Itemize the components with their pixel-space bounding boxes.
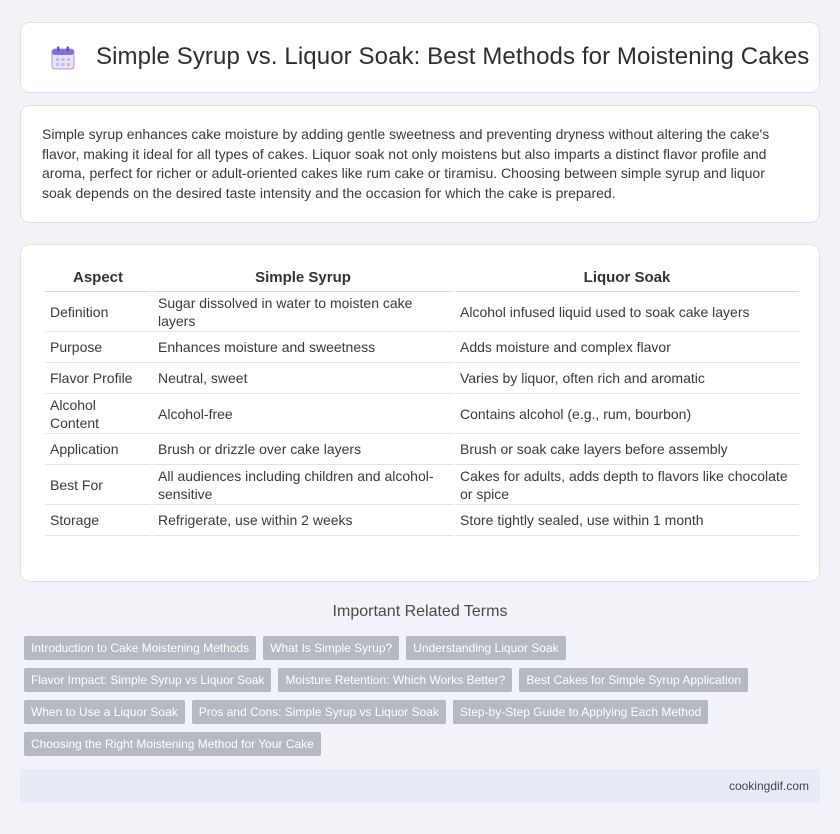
footer: [20, 769, 820, 803]
intro-card: [20, 105, 820, 223]
related-terms-title: Important Related Terms: [332, 603, 508, 620]
simple-syrup-cell: Alcohol-free: [153, 394, 453, 434]
aspect-cell: Best For: [45, 465, 151, 505]
aspect-cell: Application: [45, 434, 151, 465]
calendar-icon: [50, 45, 76, 71]
simple-syrup-cell: All audiences including children and alcohol-sensitive: [153, 465, 453, 505]
related-term-link[interactable]: What Is Simple Syrup?: [263, 636, 399, 660]
related-term-link[interactable]: When to Use a Liquor Soak: [24, 700, 185, 724]
related-terms-row: [24, 700, 784, 724]
related-term-link[interactable]: Understanding Liquor Soak: [406, 636, 565, 660]
page-title: Simple Syrup vs. Liquor Soak: Best Methods for Moistening Cakes: [96, 43, 810, 70]
liquor-soak-cell: Cakes for adults, adds depth to flavors like chocolate or spice: [455, 465, 799, 505]
table-row: [45, 434, 799, 465]
related-terms-row: [24, 636, 784, 660]
liquor-soak-cell: Brush or soak cake layers before assembly: [455, 434, 799, 465]
related-term-link[interactable]: Step-by-Step Guide to Applying Each Method: [453, 700, 708, 724]
liquor-soak-cell: Adds moisture and complex flavor: [455, 332, 799, 363]
simple-syrup-cell: Sugar dissolved in water to moisten cake layers: [153, 292, 453, 332]
aspect-cell: Storage: [45, 505, 151, 536]
liquor-soak-cell: Contains alcohol (e.g., rum, bourbon): [455, 394, 799, 434]
header-card: [20, 22, 820, 93]
aspect-cell: Alcohol Content: [45, 394, 151, 434]
table-row: [45, 505, 799, 536]
table-row: [45, 465, 799, 505]
header-simple-syrup: Simple Syrup: [153, 265, 453, 292]
comparison-table: [43, 265, 801, 536]
table-row: [45, 332, 799, 363]
related-terms: [24, 636, 784, 764]
related-term-link[interactable]: Flavor Impact: Simple Syrup vs Liquor Soak: [24, 668, 271, 692]
related-terms-row: [24, 732, 784, 756]
related-term-link[interactable]: Best Cakes for Simple Syrup Application: [519, 668, 748, 692]
aspect-cell: Definition: [45, 292, 151, 332]
footer-site-name: cookingdif.com: [728, 779, 809, 793]
simple-syrup-cell: Refrigerate, use within 2 weeks: [153, 505, 453, 536]
table-row: [45, 394, 799, 434]
simple-syrup-cell: Neutral, sweet: [153, 363, 453, 394]
intro-text: Simple syrup enhances cake moisture by adding gentle sweetness and preventing dryness without altering the cake's flavor, making it ideal for all types of cakes. Liquor soak not only moistens but also imparts a distinct flavor profile and aroma, perfect for richer or adult-oriented cakes like rum cake or tiramisu. Choosing between simple syrup and liquor soak depends on the desired taste intensity and the occasion for which the cake is prepared.: [42, 126, 770, 201]
related-term-link[interactable]: Introduction to Cake Moistening Methods: [24, 636, 256, 660]
aspect-cell: Flavor Profile: [45, 363, 151, 394]
liquor-soak-cell: Varies by liquor, often rich and aromatic: [455, 363, 799, 394]
simple-syrup-cell: Enhances moisture and sweetness: [153, 332, 453, 363]
liquor-soak-cell: Store tightly sealed, use within 1 month: [455, 505, 799, 536]
related-terms-row: [24, 668, 784, 692]
table-row: [45, 292, 799, 332]
liquor-soak-cell: Alcohol infused liquid used to soak cake layers: [455, 292, 799, 332]
header-liquor-soak: Liquor Soak: [455, 265, 799, 292]
table-header-row: [45, 265, 799, 292]
simple-syrup-cell: Brush or drizzle over cake layers: [153, 434, 453, 465]
header-aspect: Aspect: [45, 265, 151, 292]
table-row: [45, 363, 799, 394]
aspect-cell: Purpose: [45, 332, 151, 363]
related-term-link[interactable]: Pros and Cons: Simple Syrup vs Liquor Soak: [192, 700, 446, 724]
comparison-table-card: [20, 244, 820, 582]
related-term-link[interactable]: Moisture Retention: Which Works Better?: [278, 668, 512, 692]
related-term-link[interactable]: Choosing the Right Moistening Method for Your Cake: [24, 732, 321, 756]
